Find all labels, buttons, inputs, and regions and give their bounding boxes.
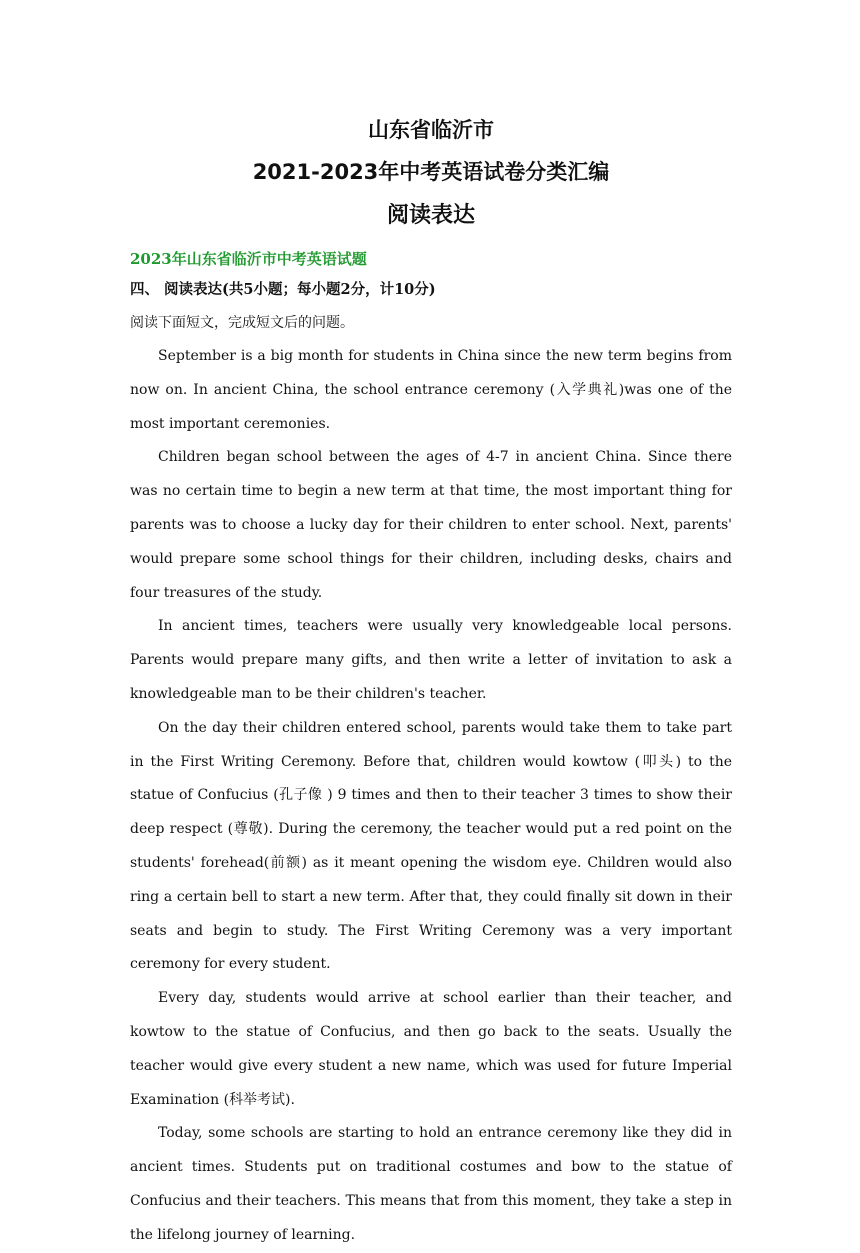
- title-province-city: 山东省临沂市: [368, 118, 494, 142]
- paragraph: Today, some schools are starting to hold an entrance ceremony like they did in ancient times. Students put on traditional costumes and bow to the statue of Confucius and their teachers. This means that from this moment, they take a step in the lifelong journey of learning.: [130, 1125, 732, 1243]
- part-heading: 四、 阅读表达(共5小题；每小题2分，计10分): [130, 281, 436, 298]
- title-collection: 2021-2023年中考英语试卷分类汇编: [252, 160, 610, 184]
- paragraph: In ancient times, teachers were usually very knowledgeable local persons. Parents would prepare many gifts, and then write a letter of invitation to ask a knowledgeable man to be their children's teacher.: [130, 618, 732, 702]
- paragraph: Children began school between the ages of 4-7 in ancient China. Since there was no certain time to begin a new term at that time, the most important thing for parents was to choose a lucky day for their children to enter school. Next, parents' would prepare some school things for their children, including desks, chairs and four treasures of the study.: [130, 449, 732, 601]
- paragraph: September is a big month for students in China since the new term begins from now on. In ancient China, the school entrance ceremony (入学典礼)was one of the most important ceremonies.: [130, 348, 732, 432]
- passage: [130, 340, 732, 1253]
- paragraph: On the day their children entered school, parents would take them to take part in the First Writing Ceremony. Before that, children would kowtow (叩头) to the statue of Confucius (孔子像 ) 9 times and then to their teacher 3 times to show their deep respect (尊敬). During the ceremony, the teacher would put a red point on the students' forehead(前额) as it meant opening the wisdom eye. Children would also ring a certain bell to start a new term. After that, they could finally sit down in their seats and begin to study. The First Writing Ceremony was a very important ceremony for every student.: [130, 719, 732, 973]
- exam-title: 2023年山东省临沂市中考英语试题: [130, 250, 367, 268]
- paragraph: Every day, students would arrive at school earlier than their teacher, and kowtow to the statue of Confucius, and then go back to the seats. Usually the teacher would give every student a new name, which was used for future Imperial Examination (科举考试).: [130, 990, 732, 1108]
- instruction: 阅读下面短文，完成短文后的问题。: [130, 315, 354, 331]
- title-topic: 阅读表达: [386, 203, 475, 228]
- page-content: [130, 110, 732, 1253]
